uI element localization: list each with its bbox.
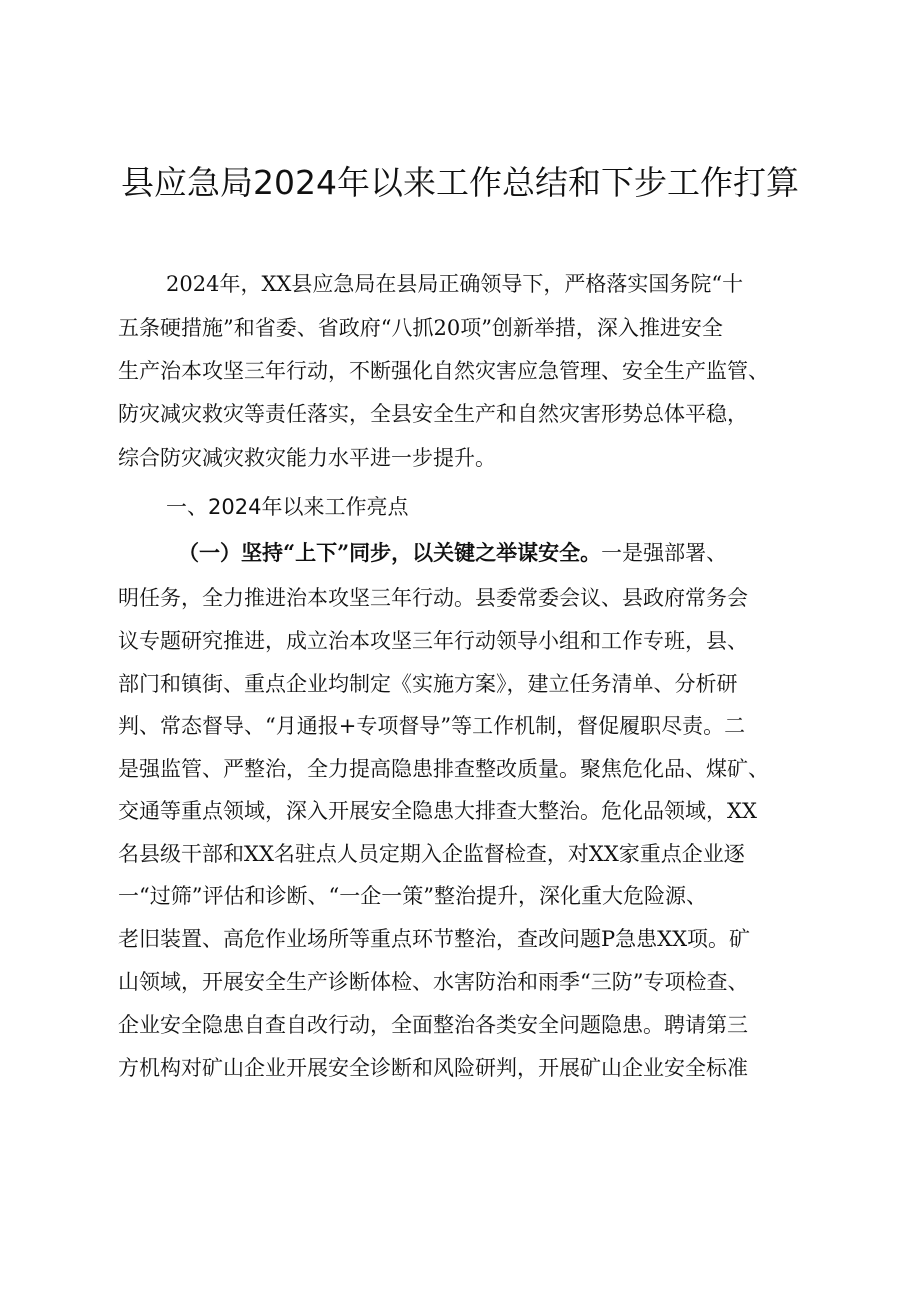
intro-line: 防灾减灾救灾等责任落实，全县安全生产和自然灾害形势总体平稳， — [118, 402, 748, 426]
body-line: 一“过筛”评估和诊断、“一企一策”整治提升，深化重大危险源、 — [118, 884, 707, 908]
body-line: 老旧装置、高危作业场所等重点环节整治，查改问题P急患XX项。矿 — [118, 927, 751, 951]
intro-line: 2024年，XX县应急局在县局正确领导下，严格落实国务院“十 — [166, 272, 744, 296]
body-line: 议专题研究推进，成立治本攻坚三年行动领导小组和工作专班，县、 — [118, 629, 748, 653]
body-line: 交通等重点领域，深入开展安全隐患大排查大整治。危化品领域，XX — [118, 799, 757, 823]
body-line: 是强监管、严整治，全力提高隐患排查整改质量。聚焦危化品、煤矿、 — [118, 757, 769, 781]
subsection-line — [178, 533, 727, 573]
body-line: 判、常态督导、“月通报+专项督导”等工作机制，督促履职尽责。二 — [118, 714, 746, 738]
body-line: 山领域，开展安全生产诊断体检、水害防治和雨季“三防”专项检查、 — [118, 970, 749, 994]
intro-line: 综合防灾减灾救灾能力水平进一步提升。 — [118, 446, 496, 470]
body-line: 名县级干部和XX名驻点人员定期入企监督检查，对XX家重点企业逐 — [118, 842, 745, 866]
document-title: 县应急局2024年以来工作总结和下步工作打算 — [121, 163, 799, 202]
intro-line: 五条硬措施”和省委、省政府“八抓20项”创新举措，深入推进安全 — [118, 316, 723, 340]
body-line: 企业安全隐患自查自改行动，全面整治各类安全问题隐患。聘请第三 — [118, 1013, 748, 1037]
subsection-title: （一）坚持“上下”同步，以关键之举谋安全。 — [178, 540, 602, 565]
section-heading: 一、2024年以来工作亮点 — [166, 495, 409, 519]
subsection-text: 一是强部署、 — [601, 541, 728, 565]
body-line: 方机构对矿山企业开展安全诊断和风险研判，开展矿山企业安全标准 — [118, 1056, 748, 1080]
intro-line: 生产治本攻坚三年行动，不断强化自然灾害应急管理、安全生产监管、 — [118, 359, 769, 383]
body-line: 明任务，全力推进治本攻坚三年行动。县委常委会议、县政府常务会 — [118, 586, 748, 610]
body-line: 部门和镇街、重点企业均制定《实施方案》，建立任务清单、分析研 — [118, 672, 738, 696]
